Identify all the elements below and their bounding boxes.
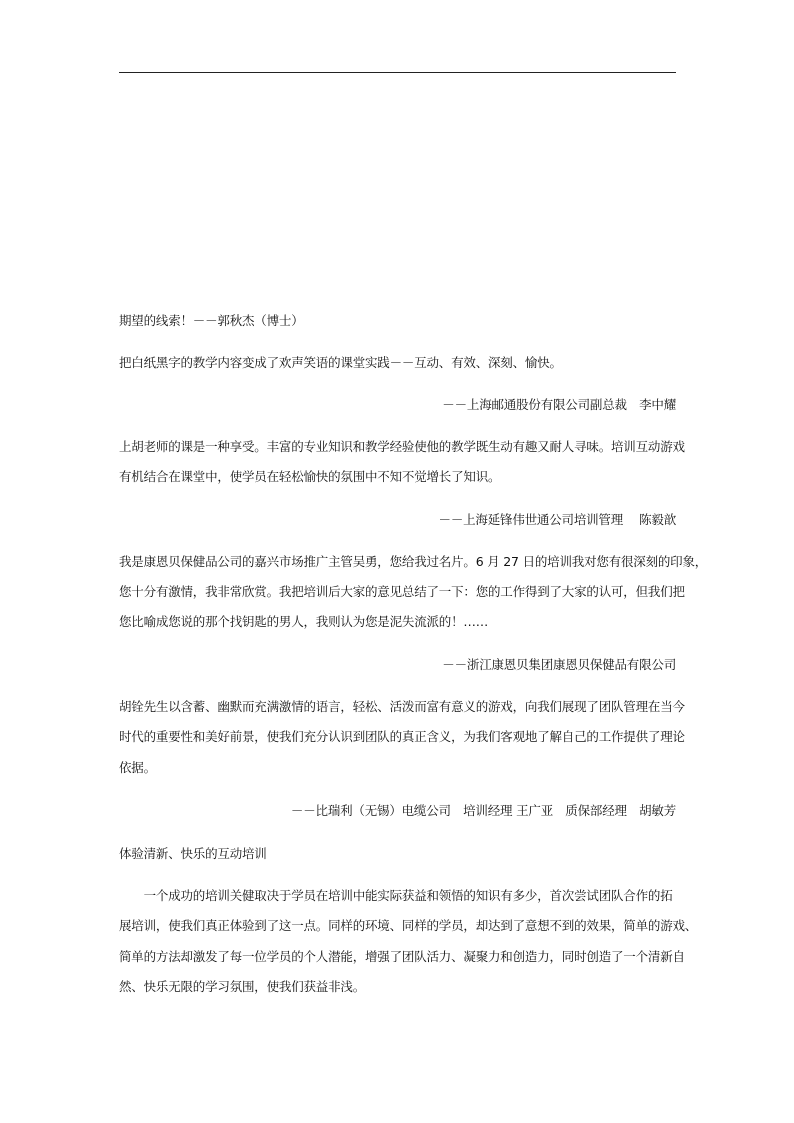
- testimonial-text: 胡铨先生以含蓄、幽默而充满激情的语言，轻松、活泼而富有意义的游戏，向我们展现了团队管理在当今: [119, 699, 685, 714]
- testimonial-text: 有机结合在课堂中，使学员在轻松愉快的氛围中不知不觉增长了知识。: [119, 469, 501, 484]
- testimonial-signature: －－上海延锋伟世通公司培训管理 陈毅歆: [438, 512, 676, 527]
- header-rule: [119, 72, 676, 73]
- testimonial-text: 依据。: [119, 760, 156, 775]
- testimonial-signature: －－上海邮通股份有限公司副总裁 李中耀: [442, 397, 676, 412]
- section-heading: 体验清新、快乐的互动培训: [119, 846, 267, 861]
- testimonial-text: 把白纸黑字的教学内容变成了欢声笑语的课堂实践－－互动、有效、深刻、愉快。: [119, 355, 562, 370]
- testimonial-text: 我是康恩贝保健品公司的嘉兴市场推广主管吴勇，您给我过名片。6 月 27 日的培训我对您有很深刻的印象，: [119, 554, 708, 569]
- testimonial-text: 期望的线索！－－郭秋杰（博士）: [119, 313, 304, 328]
- testimonial-text: 时代的重要性和美好前景，使我们充分认识到团队的真正含义，为我们客观地了解自己的工作提供了理论: [119, 729, 685, 744]
- body-text: 然、快乐无限的学习氛围，使我们获益非浅。: [119, 979, 366, 994]
- testimonial-signature: －－浙江康恩贝集团康恩贝保健品有限公司: [442, 657, 676, 672]
- body-text: 一个成功的培训关健取决于学员在培训中能实际获益和领悟的知识有多少，首次尝试团队合作的拓: [119, 888, 673, 903]
- body-text: 展培训，使我们真正体验到了这一点。同样的环境、同样的学员，却达到了意想不到的效果，简单的游戏、: [119, 918, 698, 933]
- testimonial-text: 上胡老师的课是一种享受。丰富的专业知识和教学经验使他的教学既生动有趣又耐人寻味。培训互动游戏: [119, 439, 685, 454]
- testimonial-text: 您比喻成您说的那个找钥匙的男人，我则认为您是泥失流派的！……: [119, 614, 489, 629]
- testimonial-text: 您十分有激情，我非常欣赏。我把培训后大家的意见总结了一下：您的工作得到了大家的认可，但我们把: [119, 584, 685, 599]
- testimonial-signature: －－比瑞利（无锡）电缆公司 培训经理 王广亚 质保部经理 胡敏芳: [290, 803, 676, 818]
- body-text: 简单的方法却激发了每一位学员的个人潜能，增强了团队活力、凝聚力和创造力，同时创造了一个清新自: [119, 949, 685, 964]
